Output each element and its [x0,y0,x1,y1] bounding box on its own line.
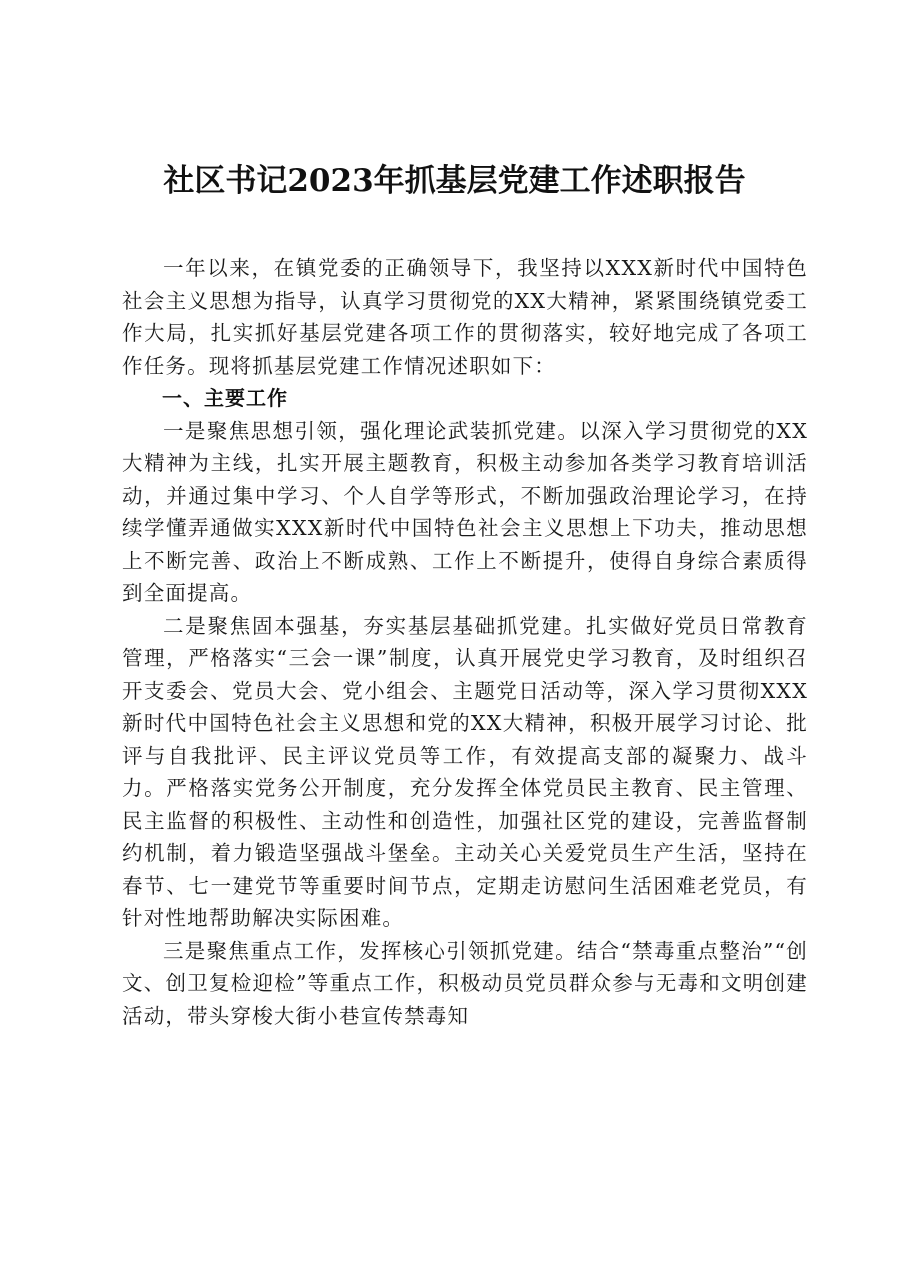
paragraph-1: 一是聚焦思想引领，强化理论武装抓党建。以深入学习贯彻党的XX大精神为主线，扎实开展主题教育，积极主动参加各类学习教育培训活动，并通过集中学习、个人自学等形式，不断加强政治理论学习，在持续学懂弄通做实XXX新时代中国特色社会主义思想上下功夫，推动思想上不断完善、政治上不断成熟、工作上不断提升，使得自身综合素质得到全面提高。 [122,418,808,605]
intro-paragraph: 一年以来，在镇党委的正确领导下，我坚持以XXX新时代中国特色社会主义思想为指导，认真学习贯彻党的XX大精神，紧紧围绕镇党委工作大局，扎实抓好基层党建各项工作的贯彻落实，较好地完成了各项工作任务。现将抓基层党建工作情况述职如下： [122,256,808,378]
paragraph-3: 三是聚焦重点工作，发挥核心引领抓党建。结合“禁毒重点整治”“创文、创卫复检迎检”等重点工作，积极动员党员群众参与无毒和文明创建活动，带头穿梭大街小巷宣传禁毒知 [122,938,808,1028]
document-title: 社区书记2023年抓基层党建工作述职报告 [163,163,746,199]
section-heading-main-work: 一、主要工作 [162,386,288,410]
document-body [122,252,808,1032]
paragraph-2: 二是聚焦固本强基，夯实基层基础抓党建。扎实做好党员日常教育管理，严格落实“三会一课”制度，认真开展党史学习教育，及时组织召开支委会、党员大会、党小组会、主题党日活动等，深入学习贯彻XXX新时代中国特色社会主义思想和党的XX大精神，积极开展学习讨论、批评与自我批评、民主评议党员等工作，有效提高支部的凝聚力、战斗力。严格落实党务公开制度，充分发挥全体党员民主教育、民主管理、民主监督的积极性、主动性和创造性，加强社区党的建设，完善监督制约机制，着力锻造坚强战斗堡垒。主动关心关爱党员生产生活，坚持在春节、七一建党节等重要时间节点，定期走访慰问生活困难老党员，有针对性地帮助解决实际困难。 [122,613,808,930]
